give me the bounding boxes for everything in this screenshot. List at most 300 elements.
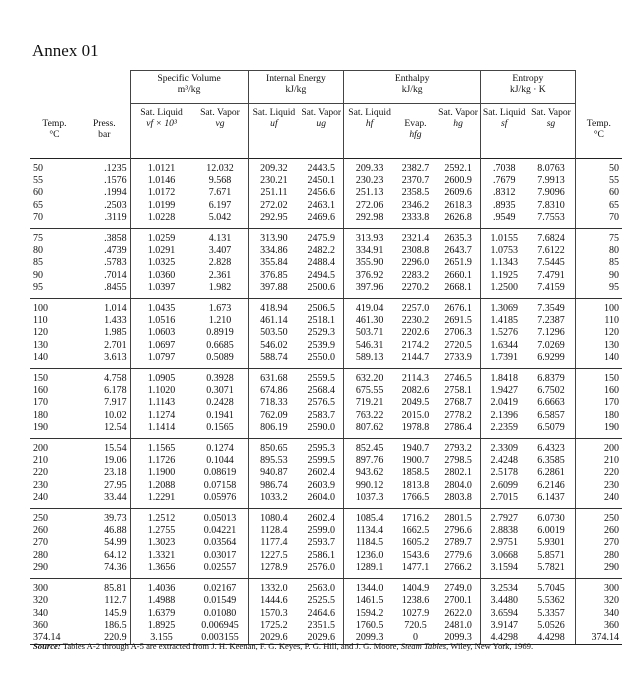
vg-cell: 0.2428 [192,397,248,409]
sg-cell: 5.7821 [527,562,575,579]
uf-cell: 313.90 [260,233,288,245]
uf-cell: 588.74 [248,352,299,369]
table-row [30,509,622,526]
temp-cell: 360 [33,619,48,631]
vg-cell: 0.8919 [192,327,248,339]
hfg-cell: 2346.2 [401,199,430,211]
hg-cell: 2691.5 [436,315,481,327]
hfg-cell: 1404.9 [401,583,430,595]
ug-cell: 2494.5 [299,270,344,282]
hg-cell: 2643.7 [436,245,481,257]
temp-right-cell: 60 [609,187,619,199]
hfg-cell: 1766.5 [395,492,436,509]
hf-cell: 1037.3 [344,492,395,509]
press-cell: .1994 [104,187,127,199]
sg-cell: 7.5445 [527,257,575,269]
temp-right-cell: 210 [604,455,619,467]
temp-cell: 95 [30,282,79,299]
hf-cell: 1760.5 [355,619,384,631]
table-body [30,159,622,645]
hf-cell: 461.30 [355,315,384,327]
sf-cell: 1.6344 [490,339,518,351]
uf-cell: 1227.5 [260,549,288,561]
hg-cell: 2651.9 [436,257,481,269]
temp-right-cell: 100 [604,303,619,315]
hf-cell: 632.20 [355,373,384,385]
hfg-cell: 2230.2 [401,315,430,327]
press-cell: 39.73 [104,513,127,525]
ug-cell: 2602.4 [299,509,344,526]
uf-cell: 355.84 [260,257,288,269]
ug-cell: 2475.9 [299,229,344,246]
ug-cell: 2576.5 [299,397,344,409]
vg-column-header: Sat. Vapor vg [192,104,248,159]
hf-cell: 419.04 [355,303,384,315]
press-cell: 46.88 [104,525,127,537]
hfg-cell: 2174.2 [401,339,430,351]
press-cell: 33.44 [79,492,130,509]
vf-cell: 1.0199 [130,200,192,212]
ug-cell: 2602.4 [299,467,344,479]
ug-cell: 2464.6 [299,608,344,620]
temp-cell: 280 [33,549,48,561]
hf-cell: 1085.4 [355,513,384,525]
hfg-cell: 2202.6 [401,327,430,339]
sf-cell: 1.0753 [490,245,518,257]
temp-right-cell: 50 [609,163,619,174]
press-cell: .1235 [104,163,127,174]
table-row [30,595,622,607]
uf-cell: 461.14 [260,315,288,327]
uf-cell: 376.85 [260,269,288,281]
vg-cell: 0.03017 [192,550,248,562]
sf-cell: .7038 [492,163,516,174]
hf-cell: 251.13 [355,187,384,199]
hg-cell: 2793.2 [436,439,481,456]
temp-cell: 60 [33,187,43,199]
hf-cell: 376.92 [355,269,384,281]
sf-cell: 2.7015 [481,492,528,509]
uf-cell: 418.94 [260,303,288,315]
temp-cell: 300 [33,583,48,595]
vg-cell: 0.05976 [192,492,248,509]
hg-cell: 2786.4 [436,422,481,439]
press-cell: 27.95 [104,479,127,491]
temp-cell: 75 [33,233,43,245]
vg-cell: 0.02167 [192,579,248,596]
table-row [30,385,622,397]
uf-cell: 209.32 [260,163,288,174]
hfg-cell: 2308.8 [401,245,430,257]
temp-cell: 80 [33,245,43,257]
press-cell: 2.701 [104,339,127,351]
sg-cell: 5.7045 [527,579,575,596]
ug-cell: 2506.5 [299,299,344,316]
temp-right-cell: 85 [609,257,619,269]
ug-cell: 2563.0 [299,579,344,596]
hf-cell: 334.91 [355,245,384,257]
press-cell: 145.9 [104,607,127,619]
table-row [30,369,622,386]
sf-cell: 1.5276 [490,327,518,339]
sg-cell: 7.4159 [527,282,575,299]
sf-cell: 1.2500 [481,282,528,299]
sg-cell: 6.5079 [527,422,575,439]
sg-cell: 7.1296 [527,327,575,339]
press-cell: 15.54 [104,443,127,455]
sf-cell: 3.0668 [490,549,518,561]
hfg-cell: 1662.5 [401,525,430,537]
sg-cell: 5.3357 [527,608,575,620]
ug-cell: 2443.5 [299,159,344,176]
press-column-header: Press. bar [92,117,116,140]
temp-cell: 85 [33,257,43,269]
sf-cell: 2.6099 [490,479,518,491]
temp-cell: 210 [33,455,48,467]
sg-cell: 4.4298 [527,632,575,645]
uf-cell: 546.02 [260,339,288,351]
sf-cell: 1.4185 [490,315,518,327]
vg-cell: 0.01080 [192,608,248,620]
temp-right-cell: 120 [604,327,619,339]
temp-right-cell: 140 [575,352,622,369]
temp-cell: 250 [33,513,48,525]
table-row [30,492,622,509]
vf-cell: 1.0228 [130,212,192,229]
ug-cell: 2500.6 [299,282,344,299]
table-row [30,455,622,467]
hf-cell: 943.62 [355,467,384,479]
temp-cell: 130 [33,339,48,351]
press-cell: 54.99 [104,537,127,549]
hfg-cell: 0 [395,632,436,645]
sg-column-header: Sat. Vapor sg [527,104,575,159]
temp-cell: 170 [33,397,48,409]
sg-cell: 6.7502 [527,385,575,397]
hf-cell: 313.93 [355,233,384,245]
press-cell: 220.9 [79,632,130,645]
vg-cell: 1.210 [192,315,248,327]
annex-title: Annex 01 [32,41,99,60]
hg-cell: 2733.9 [436,352,481,369]
vg-cell: 0.08619 [192,467,248,479]
uf-column-header: Sat. Liquid uf [252,107,296,129]
vf-cell: 1.0516 [130,315,192,327]
vf-cell: 1.0259 [130,229,192,246]
vf-cell: 1.2755 [130,525,192,537]
vg-cell: 12.032 [192,159,248,176]
press-cell: 23.18 [104,467,127,479]
temp-right-cell: 200 [604,443,619,455]
temp-right-cell: 110 [604,315,619,327]
table-row [30,422,622,439]
ug-cell: 2576.0 [299,562,344,579]
table-row [30,175,622,187]
table-row [30,245,622,257]
temp-right-cell: 170 [604,397,619,409]
hfg-cell: 2049.5 [401,397,430,409]
sg-cell: 6.4323 [527,439,575,456]
temp-right-cell: 220 [604,467,619,479]
sg-cell: 5.8571 [527,550,575,562]
sg-cell: 6.2146 [527,480,575,492]
table-row [30,327,622,339]
press-cell: 6.178 [104,385,127,397]
sf-column-header: Sat. Liquid sf [482,107,526,129]
vg-cell: 2.361 [192,270,248,282]
vg-cell: 0.003155 [192,632,248,645]
uf-cell: 1080.4 [260,513,288,525]
hg-cell: 2592.1 [436,159,481,176]
hfg-cell: 1940.7 [401,443,430,455]
specific-volume-header: Specific Volume m³/kg [130,71,248,104]
hfg-column-header: Evap. hfg [404,118,427,140]
hg-cell: 2600.9 [436,175,481,187]
ug-cell: 2529.3 [299,327,344,339]
hfg-cell: 2144.7 [395,352,436,369]
vf-column-header: Sat. Liquid vf × 10³ [130,104,192,159]
ug-cell: 2488.4 [299,257,344,269]
uf-cell: 1033.2 [248,492,299,509]
sf-cell: 2.4248 [490,455,518,467]
hfg-cell: 2257.0 [401,303,430,315]
uf-cell: 674.86 [260,385,288,397]
source-note: Source: Tables A-2 through A-5 are extracted from J. H. Keenan, F. G. Keyes, P. G. Hill, and J. G. Moore, Steam Tables, Wiley, New York, 1969. [33,641,534,651]
hf-cell: 1594.2 [355,607,384,619]
uf-cell: 272.02 [260,199,288,211]
vg-cell: 0.1941 [192,410,248,422]
sf-cell: 1.3069 [490,303,518,315]
uf-cell: 251.11 [260,187,288,199]
vg-cell: 1.673 [192,299,248,316]
hg-cell: 2796.6 [436,525,481,537]
table-row [30,212,622,229]
sg-cell: 7.0269 [527,340,575,352]
uf-cell: 292.95 [248,212,299,229]
temp-cell: 374.14 [30,632,79,645]
table-row [30,299,622,316]
hg-cell: 2801.5 [436,509,481,526]
press-cell: 1.014 [104,303,127,315]
temp-cell: 240 [30,492,79,509]
temp-right-cell: 160 [604,385,619,397]
table-row [30,620,622,632]
vf-cell: 1.2291 [130,492,192,509]
sg-cell: 6.1437 [527,492,575,509]
vf-cell: 1.1900 [130,467,192,479]
sg-cell: 7.6824 [527,229,575,246]
vf-cell: 1.1274 [130,410,192,422]
table-row [30,200,622,212]
sf-cell: .7679 [492,175,516,187]
hg-cell: 2804.0 [436,480,481,492]
vf-cell: 1.0360 [130,270,192,282]
vf-cell: 1.0697 [130,340,192,352]
ug-cell: 2029.6 [299,632,344,645]
hfg-cell: 2358.5 [401,187,430,199]
vf-cell: 1.3023 [130,537,192,549]
entropy-header: Entropy kJ/kg · K [481,71,576,104]
hfg-cell: 2333.8 [395,212,436,229]
hg-cell: 2676.1 [436,299,481,316]
vf-cell: 3.155 [130,632,192,645]
ug-cell: 2456.6 [299,187,344,199]
hf-cell: 1344.0 [355,583,384,595]
vf-cell: 1.3321 [130,550,192,562]
press-cell: 10.02 [104,409,127,421]
ug-cell: 2463.1 [299,200,344,212]
sf-cell: 2.2359 [481,422,528,439]
sf-cell: 3.2534 [490,583,518,595]
ug-cell: 2603.9 [299,480,344,492]
hg-cell: 2789.7 [436,537,481,549]
temp-cell: 290 [30,562,79,579]
temp-right-column-header: Temp. °C [586,117,611,140]
sf-cell: 1.1343 [490,257,518,269]
sg-cell: 7.9096 [527,187,575,199]
hg-cell: 2626.8 [436,212,481,229]
temp-cell: 320 [33,595,48,607]
temp-right-cell: 130 [604,339,619,351]
temp-right-cell: 300 [604,583,619,595]
table-row [30,187,622,199]
vf-cell: 1.8925 [130,620,192,632]
vg-cell: 5.042 [192,212,248,229]
table-row [30,352,622,369]
table-row [30,257,622,269]
hfg-cell: 1813.8 [401,479,430,491]
press-cell: 7.917 [104,397,127,409]
sf-cell: 1.1925 [490,269,518,281]
uf-cell: 230.21 [260,175,288,187]
temp-cell: 180 [33,409,48,421]
vg-cell: 0.3928 [192,369,248,386]
vf-cell: 1.0121 [130,159,192,176]
hg-cell: 2798.5 [436,455,481,467]
temp-right-cell: 80 [609,245,619,257]
vf-cell: 1.0797 [130,352,192,369]
uf-cell: 1332.0 [260,583,288,595]
hfg-cell: 1900.7 [401,455,430,467]
hf-cell: 355.90 [355,257,384,269]
sg-cell: 8.0763 [527,159,575,176]
vg-cell: 0.1044 [192,455,248,467]
sf-cell: .8935 [492,199,516,211]
press-cell: 112.7 [104,595,127,607]
hg-cell: 2768.7 [436,397,481,409]
ug-cell: 2590.0 [299,422,344,439]
sf-cell: 1.8418 [490,373,518,385]
hfg-cell: 2321.4 [401,233,430,245]
sg-cell: 7.7553 [527,212,575,229]
temp-cell: 230 [33,479,48,491]
vg-cell: 0.04221 [192,525,248,537]
hf-cell: 990.12 [355,479,384,491]
vg-cell: 0.02557 [192,562,248,579]
hg-cell: 2668.1 [436,282,481,299]
sg-cell: 5.5362 [527,595,575,607]
ug-cell: 2583.7 [299,410,344,422]
table-row [30,340,622,352]
temp-right-cell: 250 [604,513,619,525]
vf-cell: 1.1726 [130,455,192,467]
table-row [30,579,622,596]
vf-cell: 1.0291 [130,245,192,257]
vf-cell: 1.1565 [130,439,192,456]
table-row [30,467,622,479]
hfg-cell: 1978.8 [395,422,436,439]
uf-cell: 718.33 [260,397,288,409]
vg-cell: 3.407 [192,245,248,257]
hfg-cell: 1716.2 [401,513,430,525]
press-cell: 19.06 [104,455,127,467]
press-cell: 3.613 [79,352,130,369]
ug-cell: 2450.1 [299,175,344,187]
sf-cell: 3.9147 [490,619,518,631]
temp-right-cell: 65 [609,199,619,211]
press-cell: .3119 [79,212,130,229]
press-cell: 4.758 [104,373,127,385]
hfg-cell: 1858.5 [401,467,430,479]
temp-cell: 150 [33,373,48,385]
hg-cell: 2803.8 [436,492,481,509]
table-row [30,550,622,562]
vg-cell: 0.05013 [192,509,248,526]
press-cell: .1576 [104,175,127,187]
vg-cell: 0.07158 [192,480,248,492]
hg-cell: 2609.6 [436,187,481,199]
vg-cell: 0.1565 [192,422,248,439]
press-cell: 186.5 [104,619,127,631]
press-cell: .2503 [104,199,127,211]
uf-cell: 334.86 [260,245,288,257]
press-cell: 1.433 [104,315,127,327]
uf-cell: 895.53 [260,455,288,467]
hf-cell: 503.71 [355,327,384,339]
sg-cell: 6.5857 [527,410,575,422]
hfg-cell: 2015.0 [401,409,430,421]
temp-cell: 55 [33,175,43,187]
sg-cell: 7.9913 [527,175,575,187]
uf-cell: 1278.9 [248,562,299,579]
temp-right-cell: 270 [604,537,619,549]
press-cell: .3858 [104,233,127,245]
sg-cell: 7.3549 [527,299,575,316]
sf-cell: 2.9751 [490,537,518,549]
saturated-water-table [30,70,622,645]
press-cell: 64.12 [104,549,127,561]
hf-cell: 2099.3 [344,632,395,645]
hf-cell: 675.55 [355,385,384,397]
table-row [30,608,622,620]
temp-right-cell: 95 [575,282,622,299]
hg-cell: 2720.5 [436,340,481,352]
hg-cell: 2766.2 [436,562,481,579]
hg-cell: 2778.2 [436,410,481,422]
sf-cell: 1.9427 [490,385,518,397]
ug-column-header: Sat. Vapor ug [299,104,344,159]
sg-cell: 5.9301 [527,537,575,549]
temp-cell: 70 [30,212,79,229]
ug-cell: 2482.2 [299,245,344,257]
temp-right-cell: 240 [575,492,622,509]
vg-cell: 4.131 [192,229,248,246]
press-cell: .4739 [104,245,127,257]
temp-right-cell: 290 [575,562,622,579]
hg-cell: 2660.1 [436,270,481,282]
hf-cell: 719.21 [355,397,384,409]
sf-cell: 2.5178 [490,467,518,479]
